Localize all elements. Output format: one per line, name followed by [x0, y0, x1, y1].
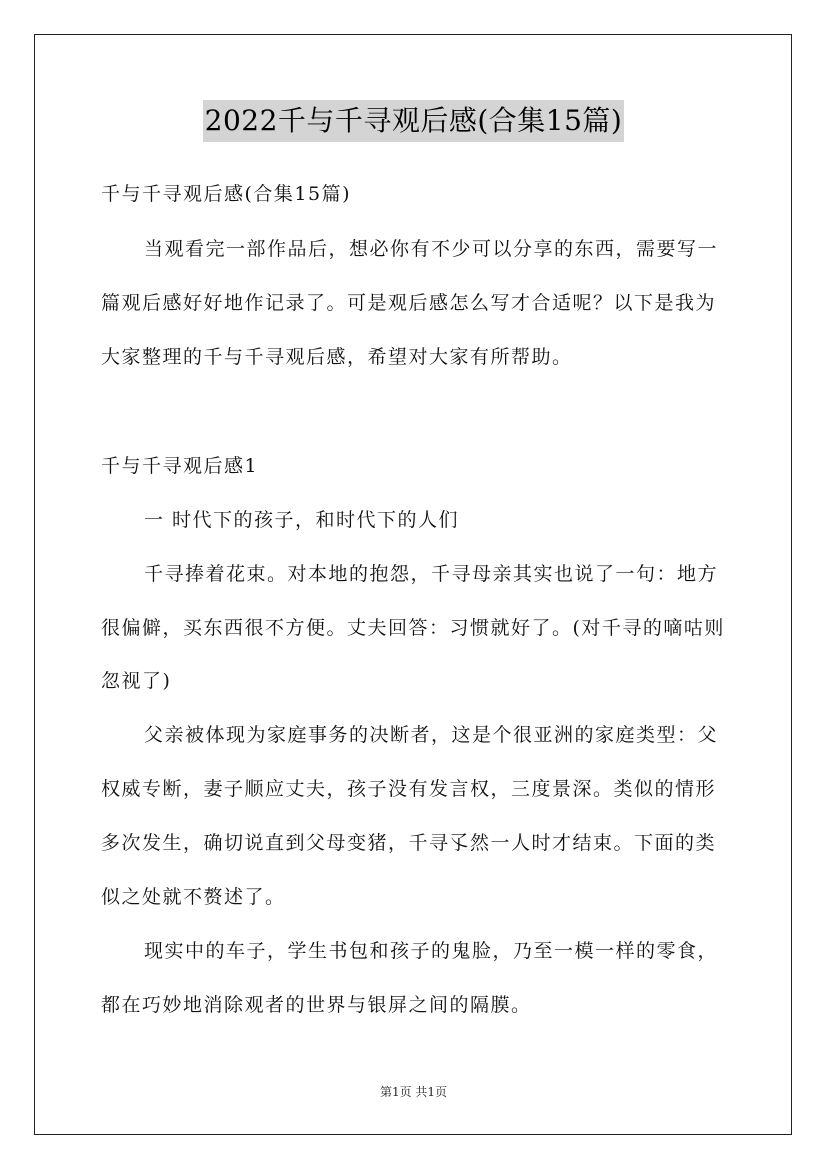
section-heading: 千与千寻观后感1 [101, 455, 259, 477]
paragraph1-line-1: 千寻捧着花束。对本地的抱怨，千寻母亲其实也说了一句：地方 [144, 563, 719, 585]
paragraph1-line-3: 忽视了) [101, 670, 172, 692]
document-title: 2022千与千寻观后感(合集15篇) [203, 100, 625, 142]
paragraph2-line-3: 多次发生，确切说直到父母变猪，千寻孓然一人时才结束。下面的类 [101, 832, 717, 854]
intro-line-1: 当观看完一部作品后，想必你有不少可以分享的东西，需要写一 [144, 238, 719, 260]
paragraph2-line-1: 父亲被体现为家庭事务的决断者，这是个很亚洲的家庭类型：父 [144, 724, 719, 746]
page-footer: 第1页 共1页 [379, 1085, 448, 1099]
paragraph2-line-2: 权威专断，妻子顺应丈夫，孩子没有发言权，三度景深。类似的情形 [101, 778, 717, 800]
paragraph1-line-2: 很偏僻，买东西很不方便。丈夫回答：习惯就好了。(对千寻的嘀咕则 [101, 617, 725, 639]
document-subtitle: 千与千寻观后感(合集15篇) [101, 183, 352, 205]
intro-line-3: 大家整理的千与千寻观后感，希望对大家有所帮助。 [101, 346, 573, 368]
paragraph2-line-4: 似之处就不赘述了。 [101, 886, 286, 908]
title-block [0, 100, 827, 142]
paragraph3-line-2: 都在巧妙地消除观者的世界与银屏之间的隔膜。 [101, 994, 532, 1016]
intro-line-2: 篇观后感好好地作记录了。可是观后感怎么写才合适呢？以下是我为 [101, 292, 717, 314]
paragraph3-line-1: 现实中的车子，学生书包和孩子的鬼脸，乃至一模一样的零食， [144, 940, 719, 962]
section-subheading: 一 时代下的孩子，和时代下的人们 [144, 509, 460, 531]
